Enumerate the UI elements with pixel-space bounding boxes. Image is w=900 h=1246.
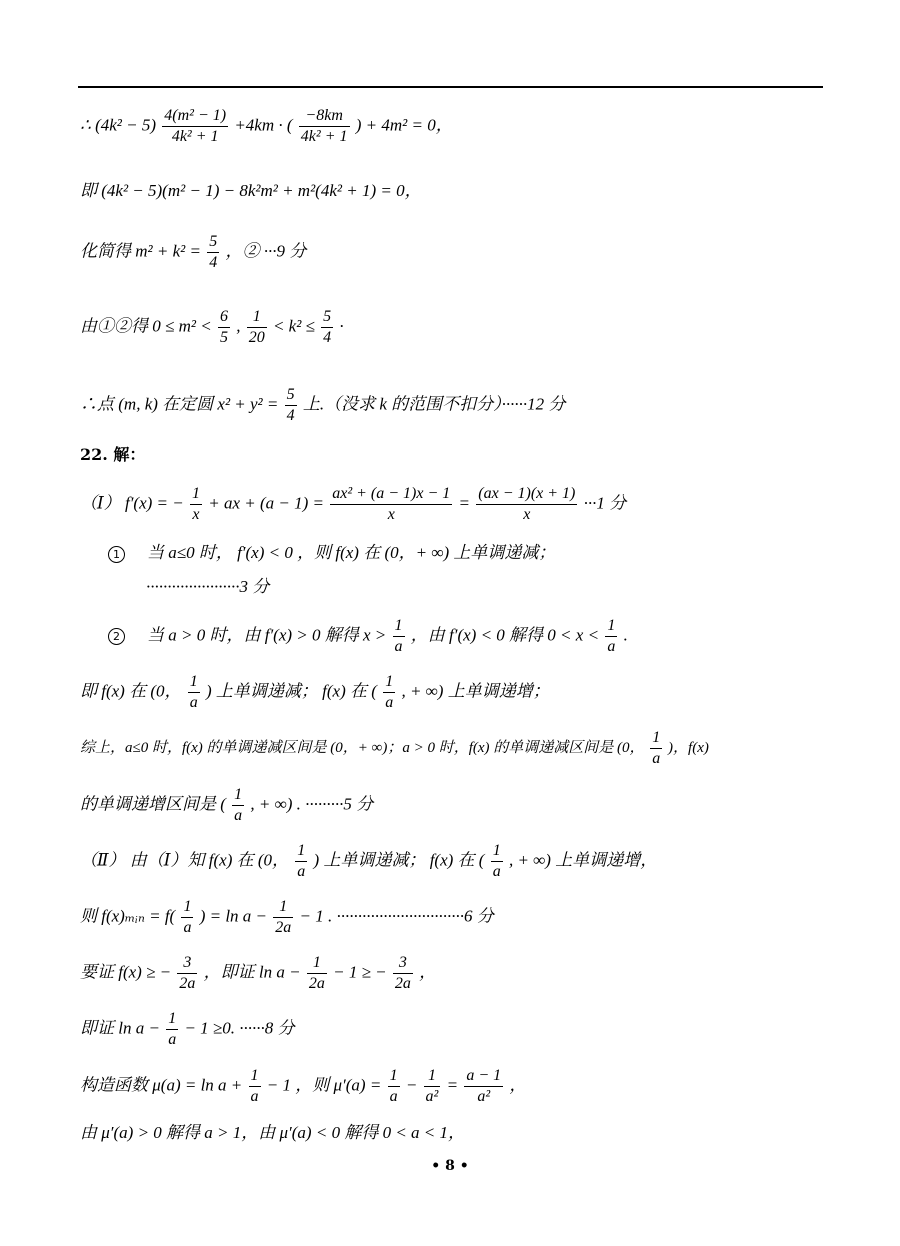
denominator: x xyxy=(192,506,200,523)
fraction xyxy=(218,307,230,348)
equation-line-14 xyxy=(80,841,657,882)
eq-text: 即 (4k² − 5)(m² − 1) − 8k²m² + m²(4k² + 1) = 0， xyxy=(80,181,422,200)
equation-line-12 xyxy=(80,728,709,769)
fraction xyxy=(188,672,200,713)
denominator: 4 xyxy=(209,254,218,271)
eq-text: . xyxy=(623,625,628,645)
fraction xyxy=(249,1066,261,1107)
equation-line-5 xyxy=(80,385,565,426)
header-rule xyxy=(78,86,823,88)
problem-number xyxy=(80,444,145,466)
numerator: 1 xyxy=(295,841,307,862)
eq-text: 构造函数 μ(a) = ln a + xyxy=(80,1075,243,1095)
case-2 xyxy=(108,616,628,657)
page-number: • 8 • xyxy=(431,1158,469,1174)
denominator: a xyxy=(389,1088,398,1105)
eq-text: − 1 ≥0. ······8 分 xyxy=(184,1018,295,1038)
numerator: a − 1 xyxy=(464,1066,503,1087)
eq-text: ) 上单调递减； f(x) 在 ( xyxy=(206,681,377,701)
denominator: a xyxy=(234,807,243,824)
eq-text: · xyxy=(339,316,344,336)
equation-line-4 xyxy=(80,307,344,348)
eq-text: （Ⅱ） 由（Ⅰ）知 f(x) 在 (0， xyxy=(80,850,290,870)
eq-text: ∴ (4k² − 5) xyxy=(80,115,157,135)
fraction xyxy=(383,672,395,713)
numerator: 1 xyxy=(247,307,267,328)
numerator: 3 xyxy=(177,953,197,974)
numerator: 1 xyxy=(181,897,193,918)
denominator: a xyxy=(189,694,198,711)
equation-line-16 xyxy=(80,953,436,994)
denominator: a xyxy=(297,863,306,880)
denominator: 2a xyxy=(394,975,411,992)
eq-text: ) = ln a − xyxy=(199,906,268,926)
numerator: 4(m² − 1) xyxy=(162,106,228,127)
fraction xyxy=(162,106,228,147)
eq-text: ， xyxy=(509,1075,527,1095)
denominator: a xyxy=(394,638,403,655)
eq-text: 即证 ln a − xyxy=(80,1018,160,1038)
eq-text: < k² ≤ xyxy=(272,316,315,336)
circled-number: 1 xyxy=(108,546,125,563)
numerator: 1 xyxy=(166,1009,178,1030)
fraction xyxy=(424,1066,441,1107)
equation-line-19 xyxy=(80,1122,465,1144)
numerator: 1 xyxy=(232,785,244,806)
fraction xyxy=(247,307,267,348)
eq-text: − 1 ≥ − xyxy=(333,962,387,982)
equation-line-15 xyxy=(80,897,494,938)
numerator: 1 xyxy=(393,616,405,637)
fraction xyxy=(650,728,662,769)
equation-line-1 xyxy=(80,106,453,147)
fraction xyxy=(491,841,503,882)
numerator: 3 xyxy=(393,953,413,974)
eq-text: 由①②得 0 ≤ m² < xyxy=(80,316,212,336)
equation-line-17 xyxy=(80,1009,295,1050)
denominator: 2a xyxy=(275,919,292,936)
denominator: 4 xyxy=(286,407,295,424)
eq-text: , + ∞) . ·········5 分 xyxy=(250,794,374,814)
eq-text: 即 f(x) 在 (0， xyxy=(80,681,182,701)
denominator: a xyxy=(168,1031,177,1048)
fraction xyxy=(299,106,350,147)
eq-text: + ax + (a − 1) = xyxy=(208,493,324,513)
numerator: 1 xyxy=(388,1066,400,1087)
numerator: 5 xyxy=(285,385,297,406)
denominator: a² xyxy=(425,1088,439,1105)
fraction xyxy=(190,484,202,525)
numerator: 1 xyxy=(249,1066,261,1087)
numerator: 1 xyxy=(383,672,395,693)
score-line xyxy=(146,576,269,598)
eq-text: , + ∞) 上单调递增， xyxy=(508,850,658,870)
fraction xyxy=(177,953,197,994)
eq-text: 上.（没求 k 的范围不扣分）······12 分 xyxy=(302,394,566,414)
eq-text: 化简得 m² + k² = xyxy=(80,241,201,261)
circled-number: 2 xyxy=(108,628,125,645)
eq-text: ···1 分 xyxy=(583,493,627,513)
eq-text: 当 a≤0 时， f′(x) < 0 ，则 f(x) 在 (0，+ ∞) 上单调递减； xyxy=(147,543,556,562)
eq-text: （Ⅰ） f′(x) = − xyxy=(80,493,184,513)
eq-text: 当 a > 0 时，由 f′(x) > 0 解得 x > xyxy=(147,625,387,645)
fraction xyxy=(393,616,405,657)
equation-line-2 xyxy=(80,180,422,202)
numerator: 1 xyxy=(605,616,617,637)
fraction xyxy=(181,897,193,938)
eq-text: ······················3 分 xyxy=(146,577,270,596)
equation-line-3 xyxy=(80,232,306,273)
eq-text: ) 上单调递减； f(x) 在 ( xyxy=(313,850,485,870)
fraction xyxy=(464,1066,503,1107)
numerator: 1 xyxy=(650,728,662,749)
denominator: a xyxy=(652,750,661,767)
case-1 xyxy=(108,542,555,564)
fraction xyxy=(307,953,327,994)
fraction xyxy=(330,484,452,525)
eq-text: − 1 . ······························6 分 xyxy=(299,906,494,926)
eq-text: , + ∞) 上单调递增； xyxy=(401,681,550,701)
fraction xyxy=(285,385,297,426)
eq-text: +4km · ( xyxy=(234,115,293,135)
fraction xyxy=(166,1009,178,1050)
equation-line-11 xyxy=(80,672,550,713)
denominator: 5 xyxy=(219,329,228,346)
eq-text: 22. 解： xyxy=(80,445,146,464)
eq-text: ∴点 (m, k) 在定圆 x² + y² = xyxy=(80,394,279,414)
numerator: 1 xyxy=(307,953,327,974)
eq-text: ，② ···9 分 xyxy=(225,241,307,261)
denominator: a xyxy=(492,863,501,880)
denominator: a xyxy=(183,919,192,936)
equation-line-18 xyxy=(80,1066,526,1107)
denominator: x xyxy=(387,506,395,523)
fraction xyxy=(476,484,577,525)
denominator: 4 xyxy=(323,329,332,346)
numerator: 1 xyxy=(190,484,202,505)
fraction xyxy=(388,1066,400,1107)
eq-text: ，即证 ln a − xyxy=(203,962,301,982)
denominator: x xyxy=(523,506,531,523)
denominator: a xyxy=(607,638,616,655)
eq-text: − 1 ，则 μ′(a) = xyxy=(266,1075,382,1095)
eq-text: 则 f(x)ₘᵢₙ = f( xyxy=(80,906,176,926)
denominator: 2a xyxy=(179,975,196,992)
fraction xyxy=(605,616,617,657)
eq-text: 要证 f(x) ≥ − xyxy=(80,962,172,982)
numerator: 5 xyxy=(207,232,219,253)
eq-text: = xyxy=(446,1075,459,1095)
numerator: 1 xyxy=(491,841,503,862)
eq-text: 的单调递增区间是 ( xyxy=(80,794,226,814)
numerator: (ax − 1)(x + 1) xyxy=(476,484,577,505)
denominator: 4k² + 1 xyxy=(300,128,348,145)
denominator: a² xyxy=(477,1088,491,1105)
denominator: a xyxy=(385,694,394,711)
fraction xyxy=(232,785,244,826)
eq-text: 综上，a≤0 时，f(x) 的单调递减区间是 (0，+ ∞)；a > 0 时，f(x) 的单调递减区间是 (0， xyxy=(80,739,645,756)
eq-text: ，由 f′(x) < 0 解得 0 < x < xyxy=(410,625,600,645)
denominator: 2a xyxy=(308,975,325,992)
numerator: 6 xyxy=(218,307,230,328)
equation-line-13 xyxy=(80,785,373,826)
fraction xyxy=(207,232,219,273)
eq-text: ， xyxy=(419,962,437,982)
numerator: 5 xyxy=(321,307,333,328)
fraction xyxy=(273,897,293,938)
numerator: −8km xyxy=(299,106,350,127)
denominator: 4k² + 1 xyxy=(171,128,219,145)
numerator: 1 xyxy=(188,672,200,693)
denominator: 20 xyxy=(248,329,265,346)
fraction xyxy=(393,953,413,994)
fraction xyxy=(321,307,333,348)
numerator: ax² + (a − 1)x − 1 xyxy=(330,484,452,505)
numerator: 1 xyxy=(273,897,293,918)
eq-text: , xyxy=(236,316,241,336)
fraction xyxy=(295,841,307,882)
equation-line-7 xyxy=(80,484,626,525)
eq-text: − xyxy=(405,1075,418,1095)
eq-text: )，f(x) xyxy=(668,739,709,756)
eq-text: = xyxy=(458,493,471,513)
numerator: 1 xyxy=(424,1066,441,1087)
eq-text: 由 μ′(a) > 0 解得 a > 1，由 μ′(a) < 0 解得 0 < a < 1， xyxy=(80,1123,466,1142)
eq-text: ) + 4m² = 0， xyxy=(355,115,453,135)
denominator: a xyxy=(250,1088,259,1105)
